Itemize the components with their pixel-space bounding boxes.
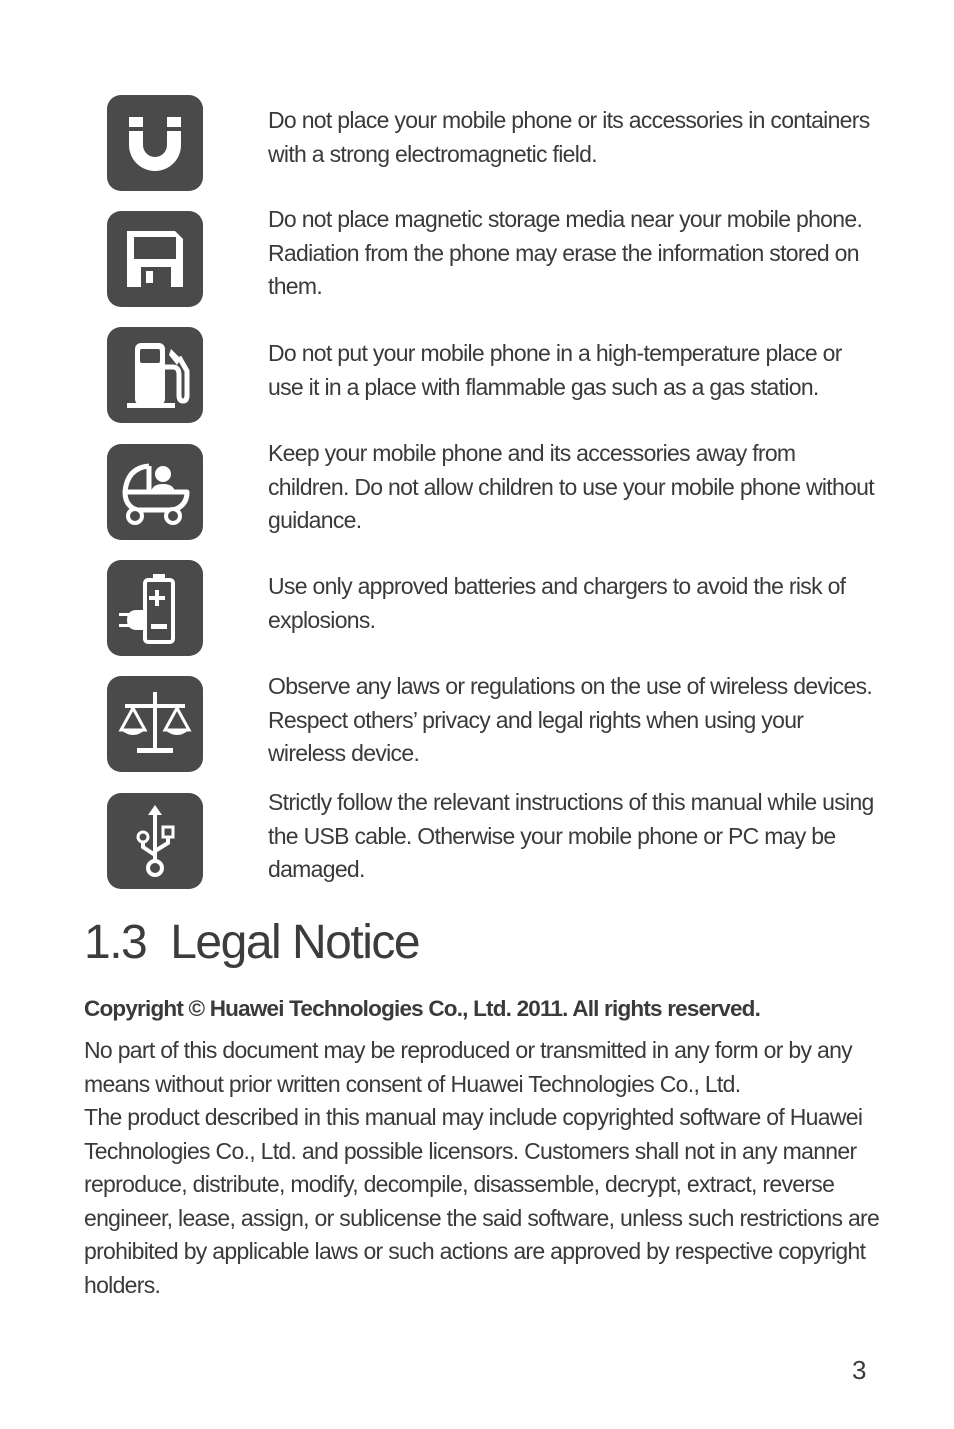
section-title: Legal Notice <box>170 916 420 969</box>
safety-item-text: Use only approved batteries and chargers to avoid the risk of explosions. <box>268 573 846 633</box>
usb-icon <box>107 793 203 889</box>
magnet-icon <box>107 95 203 191</box>
safety-item-text: Observe any laws or regulations on the use of wireless devices. Respect others’ privacy and legal rights when using your wireless device. <box>268 673 873 766</box>
copyright-line: Copyright © Huawei Technologies Co., Ltd. 2011. All rights reserved. <box>84 996 761 1021</box>
paragraph: The product described in this manual may include copyrighted software of Huawei Technologies Co., Ltd. and possible licensors. Customers shall not in any manner reproduce, distribute, modify, decompile, disassemble, decrypt, extract, reverse engineer, lease, assign, or sublicense the said software, unless such restrictions are prohibited by applicable laws or such actions are approved by respective copyright holders. <box>84 1104 880 1298</box>
paragraph: No part of this document may be reproduced or transmitted in any form or by any means without prior written consent of Huawei Technologies Co., Ltd. <box>84 1037 852 1097</box>
gas-pump-icon <box>107 327 203 423</box>
safety-item-text: Strictly follow the relevant instructions of this manual while using the USB cable. Otherwise your mobile phone or PC may be damaged. <box>268 789 874 882</box>
safety-item-text: Do not place magnetic storage media near your mobile phone. Radiation from the phone may erase the information stored on them. <box>268 206 863 299</box>
baby-stroller-icon <box>107 444 203 540</box>
scales-of-justice-icon <box>107 676 203 772</box>
page-number: 3 <box>852 1355 867 1385</box>
section-heading <box>84 915 419 970</box>
safety-item-text: Do not put your mobile phone in a high-temperature place or use it in a place with flammable gas such as a gas station. <box>268 340 842 400</box>
floppy-disk-icon <box>107 211 203 307</box>
section-number: 1.3 <box>84 916 147 969</box>
safety-item-text: Keep your mobile phone and its accessories away from children. Do not allow children to use your mobile phone without guidance. <box>268 440 874 533</box>
safety-item-text: Do not place your mobile phone or its accessories in containers with a strong electromagnetic field. <box>268 107 870 167</box>
battery-charger-icon <box>107 560 203 656</box>
